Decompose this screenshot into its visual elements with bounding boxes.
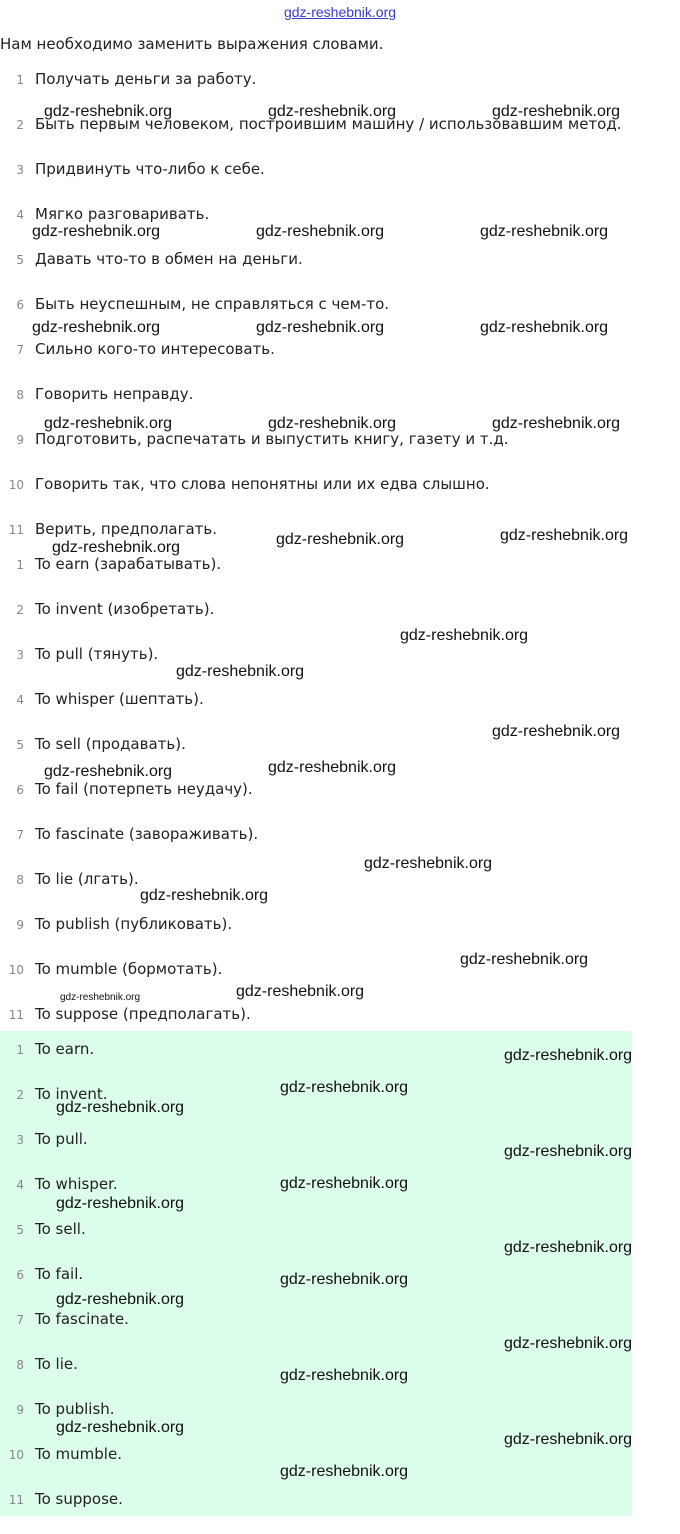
watermark: gdz-reshebnik.org (480, 319, 609, 336)
watermark: gdz-reshebnik.org (504, 1143, 633, 1160)
watermark: gdz-reshebnik.org (268, 759, 397, 776)
item-number: 3 (16, 648, 24, 662)
item-number: 3 (16, 1133, 24, 1147)
watermark: gdz-reshebnik.org (56, 1195, 185, 1212)
definition-item (0, 159, 680, 204)
item-text: To invent. (35, 1085, 108, 1103)
item-number: 11 (8, 1008, 24, 1022)
item-number: 2 (16, 118, 24, 132)
watermark: gdz-reshebnik.org (44, 103, 173, 120)
item-text: To whisper. (35, 1175, 118, 1193)
watermark: gdz-reshebnik.org (480, 223, 609, 240)
watermark: gdz-reshebnik.org (280, 1175, 409, 1192)
watermark: gdz-reshebnik.org (44, 415, 173, 432)
translation-item (0, 554, 680, 599)
watermark: gdz-reshebnik.org (504, 1239, 633, 1256)
item-number: 5 (16, 253, 24, 267)
item-text: To mumble (бормотать). (35, 960, 223, 978)
watermark: gdz-reshebnik.org (492, 103, 621, 120)
item-text: To publish (публиковать). (35, 915, 233, 933)
item-text: To suppose (предполагать). (35, 1005, 251, 1023)
watermark: gdz-reshebnik.org (504, 1047, 633, 1064)
item-text: Говорить так, что слова непонятны или их едва слышно. (35, 475, 490, 493)
watermark: gdz-reshebnik.org (32, 319, 161, 336)
item-text: To fail (потерпеть неудачу). (35, 780, 253, 798)
watermark: gdz-reshebnik.org (236, 983, 365, 1000)
item-number: 5 (16, 738, 24, 752)
translation-item (0, 599, 680, 644)
item-number: 9 (16, 1403, 24, 1417)
item-number: 11 (8, 1493, 24, 1507)
item-text: Получать деньги за работу. (35, 70, 257, 88)
translation-item (0, 824, 680, 869)
watermark: gdz-reshebnik.org (276, 531, 405, 548)
definition-item (0, 339, 680, 384)
item-number: 8 (16, 1358, 24, 1372)
watermark: gdz-reshebnik.org (56, 1291, 185, 1308)
watermark: gdz-reshebnik.org (492, 723, 621, 740)
item-text: To lie (лгать). (35, 870, 139, 888)
watermark: gdz-reshebnik.org (492, 415, 621, 432)
item-text: To mumble. (35, 1445, 122, 1463)
watermark: gdz-reshebnik.org (504, 1335, 633, 1352)
item-text: To pull. (35, 1130, 88, 1148)
item-number: 6 (16, 783, 24, 797)
item-number: 4 (16, 208, 24, 222)
watermark: gdz-reshebnik.org (280, 1271, 409, 1288)
watermark: gdz-reshebnik.org (280, 1367, 409, 1384)
item-number: 4 (16, 693, 24, 707)
site-header-link[interactable]: gdz-reshebnik.org (283, 4, 397, 20)
item-text: Верить, предполагать. (35, 520, 218, 538)
item-text: To lie. (35, 1355, 78, 1373)
item-text: Давать что-то в обмен на деньги. (35, 250, 303, 268)
item-text: Сильно кого-то интересовать. (35, 340, 275, 358)
watermark: gdz-reshebnik.org (268, 415, 397, 432)
item-number: 9 (16, 918, 24, 932)
watermark: gdz-reshebnik.org (504, 1431, 633, 1448)
item-number: 4 (16, 1178, 24, 1192)
definitions-list (0, 69, 680, 564)
item-text: To whisper (шептать). (35, 690, 204, 708)
item-number: 11 (8, 523, 24, 537)
answer-item (0, 1489, 680, 1534)
item-text: To fail. (35, 1265, 84, 1283)
translation-item (0, 779, 680, 824)
item-text: To fascinate (завораживать). (35, 825, 259, 843)
item-number: 6 (16, 298, 24, 312)
translation-item (0, 869, 680, 914)
watermark: gdz-reshebnik.org (56, 1419, 185, 1436)
task-intro: Нам необходимо заменить выражения словами. (0, 35, 384, 53)
item-number: 2 (16, 1088, 24, 1102)
item-text: To suppose. (35, 1490, 123, 1508)
item-text: To pull (тянуть). (35, 645, 159, 663)
item-text: Мягко разговаривать. (35, 205, 210, 223)
item-number: 7 (16, 343, 24, 357)
item-text: To fascinate. (35, 1310, 129, 1328)
item-text: Быть неуспешным, не справляться с чем-то. (35, 295, 390, 313)
item-number: 10 (8, 1448, 24, 1462)
item-text: Подготовить, распечатать и выпустить книгу, газету и т.д. (35, 430, 509, 448)
item-number: 9 (16, 433, 24, 447)
definition-item (0, 474, 680, 519)
item-text: To sell (продавать). (35, 735, 186, 753)
watermark: gdz-reshebnik.org (32, 223, 161, 240)
item-number: 10 (8, 478, 24, 492)
watermark: gdz-reshebnik.org (140, 887, 269, 904)
watermark: gdz-reshebnik.org (60, 992, 141, 1003)
watermark: gdz-reshebnik.org (460, 951, 589, 968)
watermark: gdz-reshebnik.org (280, 1079, 409, 1096)
item-text: Придвинуть что-либо к себе. (35, 160, 265, 178)
watermark: gdz-reshebnik.org (400, 627, 529, 644)
item-number: 7 (16, 1313, 24, 1327)
watermark: gdz-reshebnik.org (500, 527, 629, 544)
watermark: gdz-reshebnik.org (256, 223, 385, 240)
watermark: gdz-reshebnik.org (56, 1099, 185, 1116)
item-text: To publish. (35, 1400, 115, 1418)
watermark: gdz-reshebnik.org (176, 663, 305, 680)
watermark: gdz-reshebnik.org (280, 1463, 409, 1480)
item-text: To earn. (35, 1040, 95, 1058)
item-number: 5 (16, 1223, 24, 1237)
item-text: To invent (изобретать). (35, 600, 215, 618)
item-text: To earn (зарабатывать). (35, 555, 222, 573)
translation-item (0, 644, 680, 689)
item-number: 2 (16, 603, 24, 617)
watermark: gdz-reshebnik.org (256, 319, 385, 336)
watermark: gdz-reshebnik.org (268, 103, 397, 120)
item-number: 1 (16, 73, 24, 87)
item-number: 10 (8, 963, 24, 977)
item-text: Говорить неправду. (35, 385, 194, 403)
watermark: gdz-reshebnik.org (52, 539, 181, 556)
item-number: 8 (16, 388, 24, 402)
definition-item (0, 249, 680, 294)
item-number: 7 (16, 828, 24, 842)
item-text: To sell. (35, 1220, 86, 1238)
item-text: Быть первым человеком, построившим машину / использовавшим метод. (35, 115, 622, 133)
item-number: 1 (16, 558, 24, 572)
item-number: 8 (16, 873, 24, 887)
watermark: gdz-reshebnik.org (364, 855, 493, 872)
item-number: 6 (16, 1268, 24, 1282)
item-number: 3 (16, 163, 24, 177)
watermark: gdz-reshebnik.org (44, 763, 173, 780)
definition-item (0, 429, 680, 474)
translations-list (0, 554, 680, 1049)
item-number: 1 (16, 1043, 24, 1057)
